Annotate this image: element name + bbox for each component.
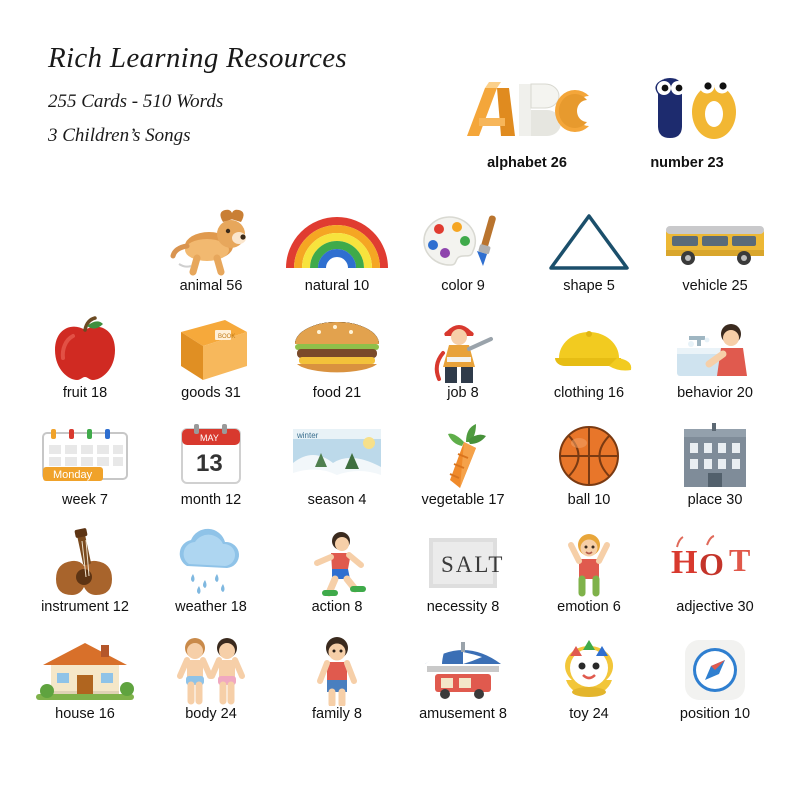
carousel-icon (400, 633, 526, 707)
salt-icon (400, 526, 526, 600)
grid-item-instrument (22, 526, 148, 633)
grid-item-shape (526, 205, 652, 312)
grid-caption: fruit 18 (62, 385, 108, 401)
grid-item-body (148, 633, 274, 740)
grid-caption: place 30 (687, 492, 743, 508)
carrot-icon (400, 419, 526, 493)
svg-text:SALT: SALT (441, 552, 505, 577)
house-icon (22, 633, 148, 707)
rain-cloud-icon (148, 526, 274, 600)
grid-caption: vehicle 25 (682, 278, 748, 294)
grid-caption: clothing 16 (553, 385, 625, 401)
page-title: Rich Learning Resources (48, 42, 347, 74)
grid-item-fruit (22, 312, 148, 419)
grid-caption: instrument 12 (41, 599, 129, 615)
firefighter-icon (400, 312, 526, 386)
grid-caption: color 9 (441, 278, 485, 294)
grid-caption: necessity 8 (426, 599, 500, 615)
grid-item-place (652, 419, 778, 526)
grid-caption: job 8 (447, 385, 479, 401)
book-icon (148, 312, 274, 386)
grid-caption: goods 31 (181, 385, 241, 401)
grid-item-weather (148, 526, 274, 633)
apple-icon (22, 312, 148, 386)
grid-caption: vegetable 17 (421, 492, 505, 508)
grid-caption: emotion 6 (557, 599, 621, 615)
grid-item-emotion (526, 526, 652, 633)
svg-text:13: 13 (196, 450, 223, 477)
grid-caption: amusement 8 (419, 706, 507, 722)
grid-item-job (400, 312, 526, 419)
svg-text:Monday: Monday (53, 469, 93, 481)
happy-child-icon (526, 526, 652, 600)
grid-item-family (274, 633, 400, 740)
grid-item-goods (148, 312, 274, 419)
grid-caption: family 8 (312, 706, 362, 722)
grid-caption: shape 5 (563, 278, 615, 294)
grid-item-behavior (652, 312, 778, 419)
grid-caption: animal 56 (179, 278, 243, 294)
grid-item-week (22, 419, 148, 526)
grid-caption: behavior 20 (677, 385, 753, 401)
cap-icon (526, 312, 652, 386)
building-icon (652, 419, 778, 493)
running-boy-icon (274, 526, 400, 600)
hot-text-icon (652, 526, 778, 600)
winter-scene-icon (274, 419, 400, 493)
svg-text:BOOK: BOOK (218, 334, 236, 340)
grid-item-animal (148, 205, 274, 312)
weekly-calendar-icon (22, 419, 148, 493)
boy-icon (274, 633, 400, 707)
grid-item-toy (526, 633, 652, 740)
featured-item-number (612, 70, 762, 171)
grid-item-natural (274, 205, 400, 312)
header (48, 42, 478, 159)
svg-text:T: T (729, 542, 751, 578)
rainbow-icon (274, 205, 400, 279)
guitar-icon (22, 526, 148, 600)
grid-caption: season 4 (307, 492, 367, 508)
subtitle-songs: 3 Children’s Songs (48, 125, 191, 146)
category-grid (22, 205, 778, 740)
grid-caption: week 7 (62, 492, 108, 508)
grid-item-food (274, 312, 400, 419)
month-calendar-icon (148, 419, 274, 493)
grid-caption: food 21 (312, 385, 362, 401)
featured-caption: number 23 (650, 155, 724, 171)
featured-row (452, 70, 762, 171)
grid-caption: body 24 (185, 706, 237, 722)
abc-blocks-icon (452, 70, 602, 148)
grid-item-house (22, 633, 148, 740)
svg-text:MAY: MAY (200, 433, 219, 443)
grid-item-month (148, 419, 274, 526)
svg-text:O: O (699, 546, 724, 582)
grid-item-color (400, 205, 526, 312)
grid-caption: ball 10 (567, 492, 611, 508)
grid-caption: house 16 (55, 706, 115, 722)
grid-item-amusement (400, 633, 526, 740)
grid-caption: weather 18 (175, 599, 247, 615)
featured-item-alphabet (452, 70, 602, 171)
triangle-icon (526, 205, 652, 279)
grid-item-action (274, 526, 400, 633)
grid-caption: position 10 (679, 706, 751, 722)
grid-caption: adjective 30 (676, 599, 754, 615)
grid-caption: action 8 (311, 599, 363, 615)
subtitle-cards-words: 255 Cards - 510 Words (48, 91, 224, 112)
basketball-icon (526, 419, 652, 493)
number-ten-icon (612, 70, 762, 148)
dog-icon (148, 205, 274, 279)
grid-item-adjective (652, 526, 778, 633)
grid-item-vegetable (400, 419, 526, 526)
two-children-icon (148, 633, 274, 707)
hamburger-icon (274, 312, 400, 386)
palette-brush-icon (400, 205, 526, 279)
grid-item-necessity (400, 526, 526, 633)
compass-icon (652, 633, 778, 707)
grid-caption: month 12 (180, 492, 242, 508)
svg-text:winter: winter (297, 431, 319, 440)
grid-item-vehicle (652, 205, 778, 312)
grid-caption: natural 10 (304, 278, 370, 294)
grid-item-season (274, 419, 400, 526)
featured-caption: alphabet 26 (487, 155, 567, 171)
rattle-toy-icon (526, 633, 652, 707)
grid-item-position (652, 633, 778, 740)
grid-caption: toy 24 (569, 706, 609, 722)
washing-hands-icon (652, 312, 778, 386)
grid-item-clothing (526, 312, 652, 419)
grid-item-ball (526, 419, 652, 526)
bus-icon (652, 205, 778, 279)
svg-text:H: H (671, 544, 698, 581)
